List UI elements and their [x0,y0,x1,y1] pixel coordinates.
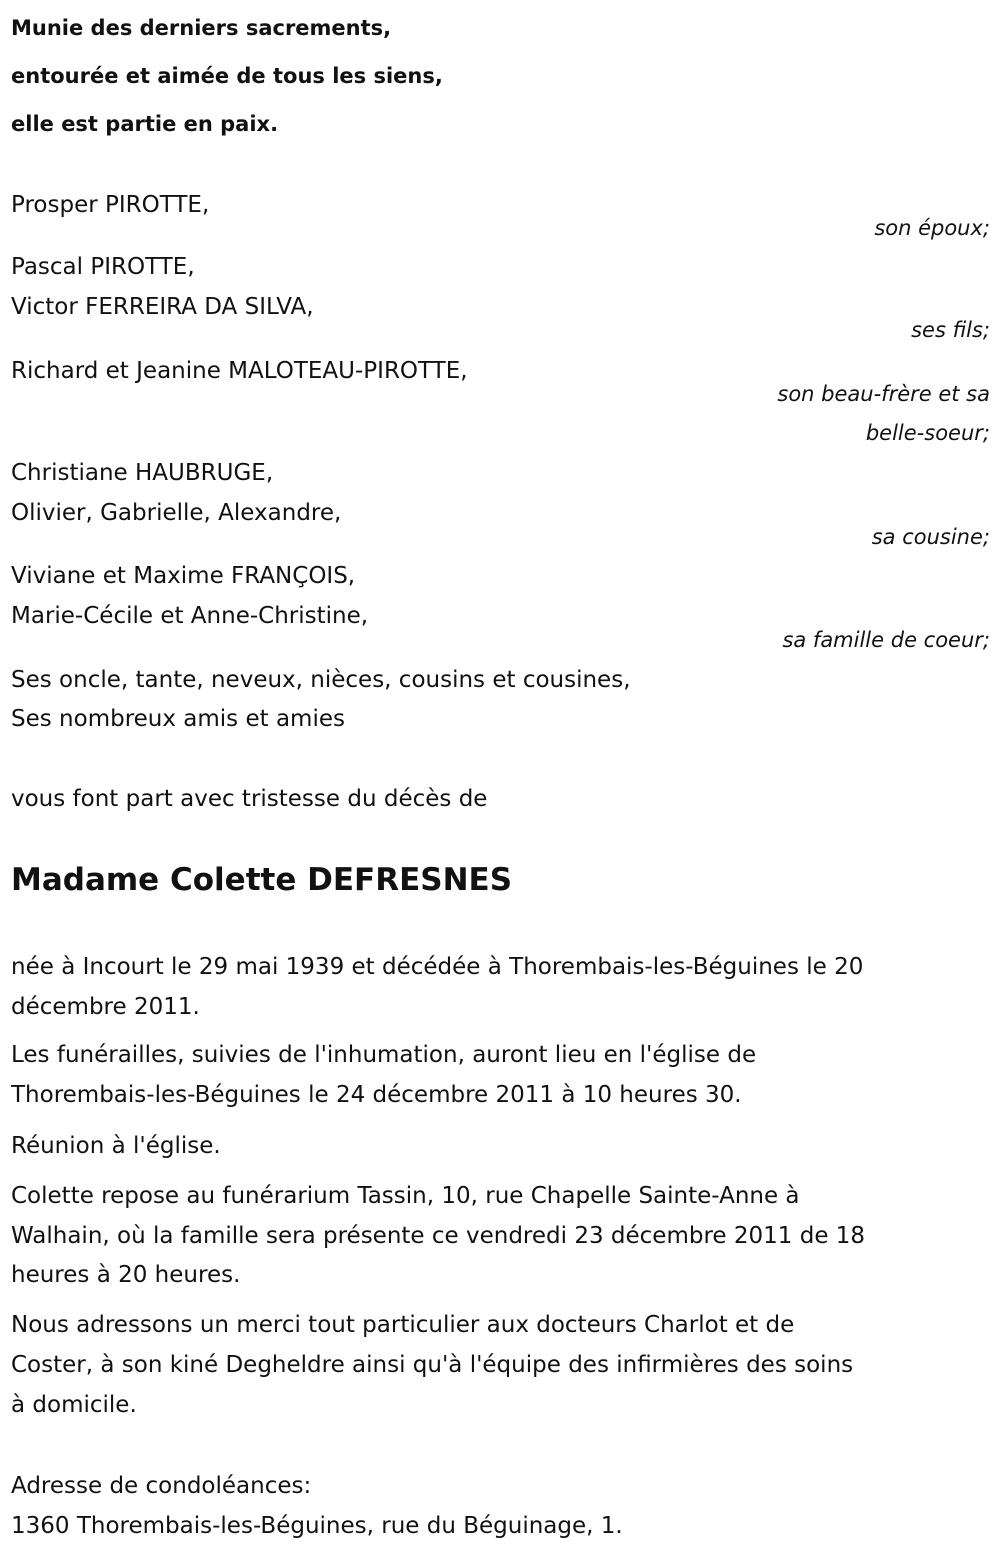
condolences-address: 1360 Thorembais-les-Béguines, rue du Béguinage, 1. [11,1513,623,1539]
family-name: Prosper PIROTTE, [11,192,210,218]
family-relation: belle-soeur; [865,421,990,445]
paragraph-line: Colette repose au funérarium Tassin, 10, rue Chapelle Sainte-Anne à [11,1183,800,1209]
intro-line: entourée et aimée de tous les siens, [11,64,443,88]
paragraph-line: Réunion à l'église. [11,1133,221,1159]
deceased-name: Madame Colette DEFRESNES [11,862,513,898]
family-name: Richard et Jeanine MALOTEAU-PIROTTE, [11,358,468,384]
intro-line: Munie des derniers sacrements, [11,16,392,40]
family-name: Ses nombreux amis et amies [11,706,345,732]
family-relation: sa cousine; [871,525,990,549]
paragraph-line: Thorembais-les-Béguines le 24 décembre 2011 à 10 heures 30. [11,1082,742,1108]
family-relation: son époux; [874,216,990,240]
family-name: Olivier, Gabrielle, Alexandre, [11,500,342,526]
family-relation: son beau-frère et sa [777,382,990,406]
family-name: Victor FERREIRA DA SILVA, [11,294,314,320]
family-relation: ses fils; [911,318,990,342]
announcement: vous font part avec tristesse du décès de [11,786,488,812]
family-name: Marie-Cécile et Anne-Christine, [11,603,369,629]
paragraph-line: née à Incourt le 29 mai 1939 et décédée à Thorembais-les-Béguines le 20 [11,954,864,980]
family-name: Viviane et Maxime FRANÇOIS, [11,563,356,589]
family-name: Christiane HAUBRUGE, [11,460,274,486]
paragraph-line: heures à 20 heures. [11,1262,241,1288]
family-name: Pascal PIROTTE, [11,254,195,280]
condolences-label: Adresse de condoléances: [11,1473,312,1499]
paragraph-line: à domicile. [11,1392,137,1418]
paragraph-line: Les funérailles, suivies de l'inhumation, auront lieu en l'église de [11,1042,757,1068]
paragraph-line: Walhain, où la famille sera présente ce vendredi 23 décembre 2011 de 18 [11,1223,866,1249]
family-relation: sa famille de coeur; [782,628,990,652]
paragraph-line: Nous adressons un merci tout particulier aux docteurs Charlot et de [11,1312,795,1338]
intro-line: elle est partie en paix. [11,112,279,136]
paragraph-line: décembre 2011. [11,994,200,1020]
paragraph-line: Coster, à son kiné Degheldre ainsi qu'à l'équipe des infirmières des soins [11,1352,854,1378]
family-name: Ses oncle, tante, neveux, nièces, cousins et cousines, [11,667,631,693]
